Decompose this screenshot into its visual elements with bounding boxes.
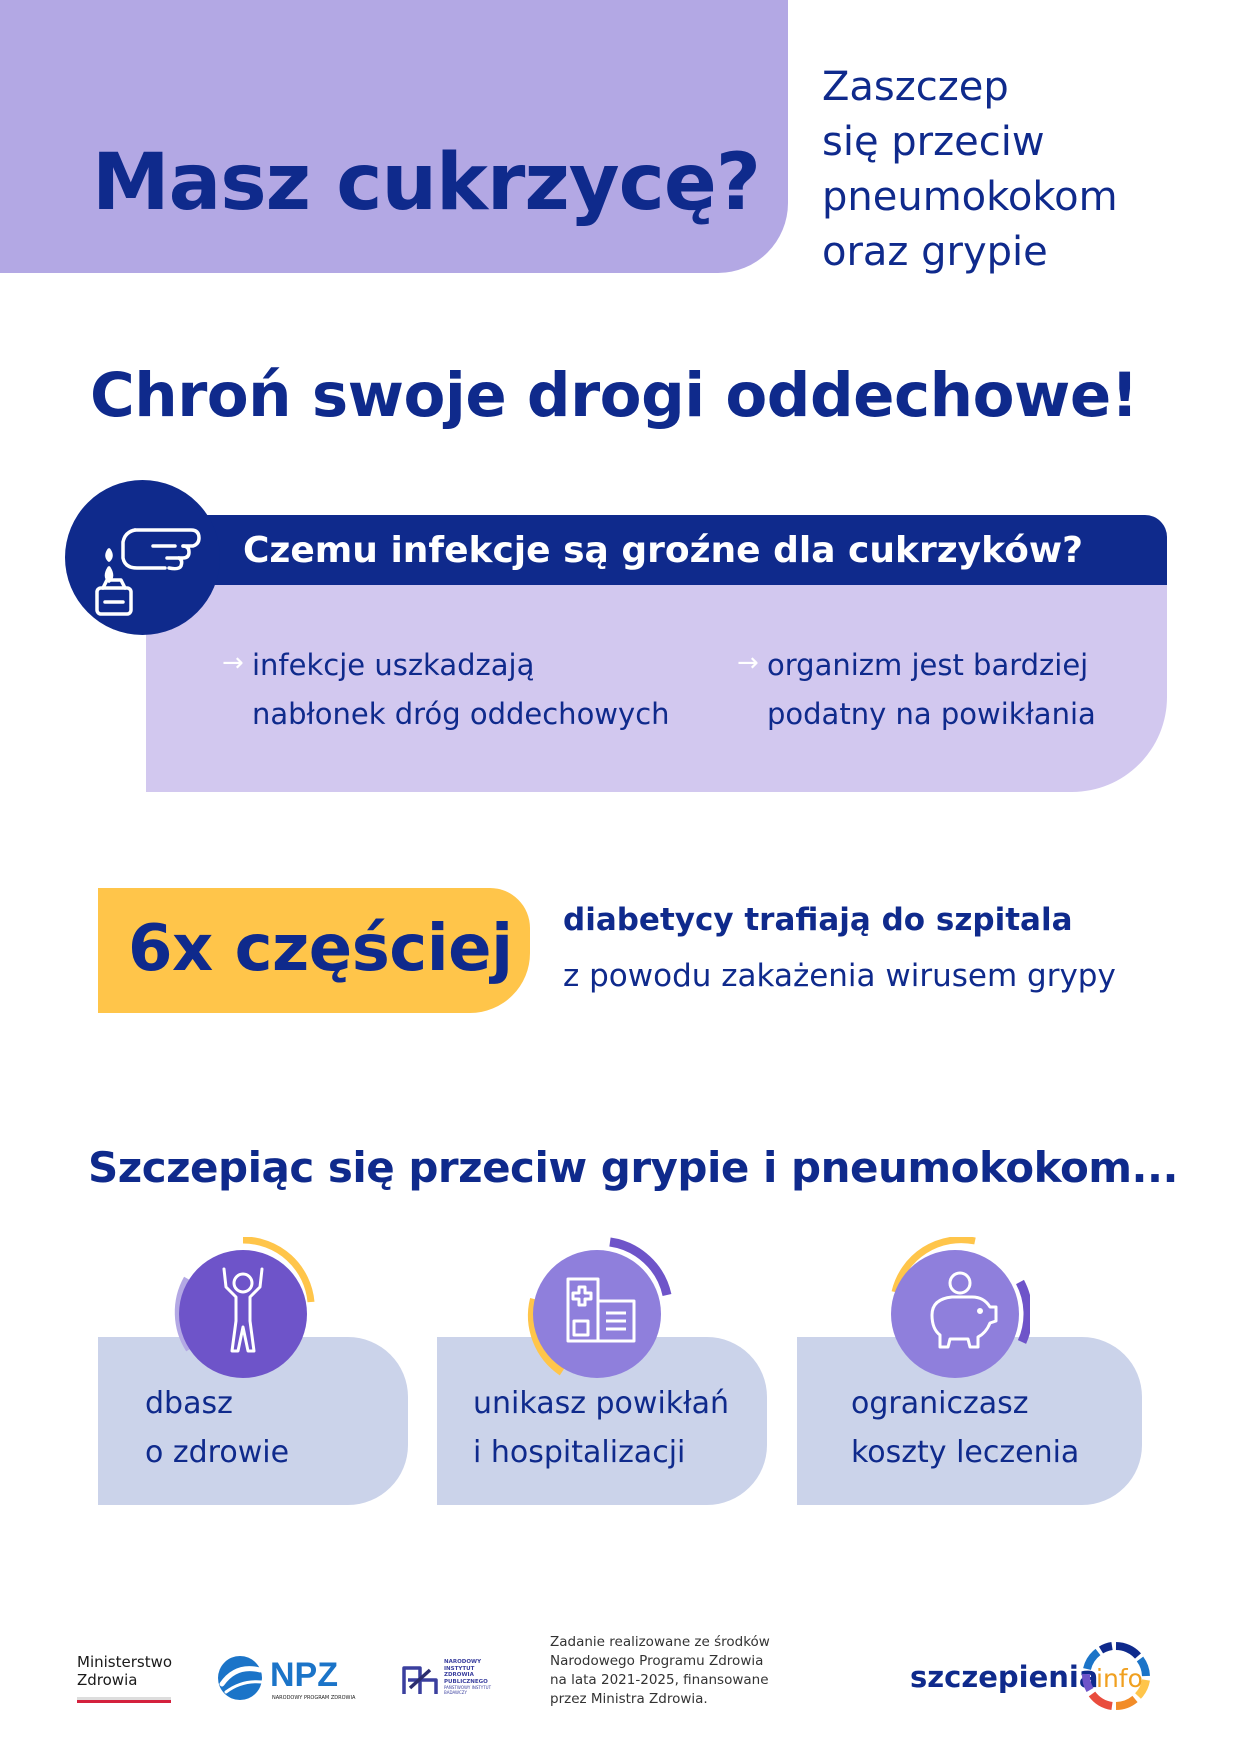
npz-emblem-icon	[216, 1654, 268, 1702]
benefit-text-line: ograniczasz	[851, 1386, 1029, 1421]
person-strong-icon	[168, 1237, 318, 1387]
vaccination-note-line: się przeciw	[822, 119, 1045, 165]
ministry-logo-line: Ministerstwo	[77, 1653, 173, 1671]
subtitle: Chroń swoje drogi oddechowe!	[90, 360, 1139, 431]
glucose-meter-icon	[65, 480, 220, 635]
nizp-subtitle-line: PAŃSTWOWY INSTYTUT	[444, 1685, 492, 1690]
vaccination-note-line: Zaszczep	[822, 64, 1009, 110]
nizp-wordmark-line: INSTYTUT	[444, 1665, 475, 1672]
stat-description: diabetycy trafiają do szpitala	[563, 902, 1073, 938]
ministry-logo-line: Zdrowia	[77, 1671, 138, 1689]
nizp-wordmark	[444, 1659, 491, 1695]
funding-note-line: Zadanie realizowane ze środków	[550, 1634, 770, 1650]
nizp-wordmark-line: NARODOWY	[444, 1659, 482, 1665]
npz-subtitle: NARODOWY PROGRAM ZDROWIA	[272, 1695, 356, 1701]
hospital-icon	[522, 1237, 672, 1387]
infection-reason-line: organizm jest bardziej	[767, 648, 1089, 682]
funding-note-line: przez Ministra Zdrowia.	[550, 1691, 708, 1707]
benefit-text-line: dbasz	[145, 1386, 233, 1421]
benefits-heading: Szczepiąc się przeciw grypie i pneumokokom...	[88, 1143, 1178, 1192]
benefit-text	[851, 1379, 1079, 1477]
infection-card-title: Czemu infekcje są groźne dla cukrzyków?	[243, 530, 1083, 571]
funding-note	[550, 1633, 800, 1709]
stat-description: z powodu zakażenia wirusem grypy	[563, 958, 1116, 994]
benefit-text-line: i hospitalizacji	[473, 1435, 686, 1470]
nizp-wordmark-line: ZDROWIA	[444, 1672, 474, 1678]
benefit-text-line: o zdrowie	[145, 1435, 290, 1470]
infection-reason-line: podatny na powikłania	[767, 697, 1096, 731]
npz-wordmark: NPZ	[270, 1656, 338, 1694]
header-banner	[0, 0, 788, 273]
benefit-text-line: unikasz powikłań	[473, 1386, 730, 1421]
polish-flag-stripe	[77, 1697, 171, 1703]
infection-reason-line: nabłonek dróg oddechowych	[252, 697, 670, 731]
arrow-right-icon: →	[737, 648, 759, 678]
brand-wordmark: szczepienia	[910, 1660, 1099, 1694]
benefit-text	[145, 1379, 289, 1477]
nizp-logo	[400, 1658, 500, 1702]
benefit-text-line: koszty leczenia	[851, 1435, 1080, 1470]
vaccination-note	[822, 60, 1202, 280]
infection-reason	[737, 641, 1096, 739]
nizp-subtitle-line: BADAWCZY	[444, 1690, 467, 1695]
funding-note-line: Narodowego Programu Zdrowia	[550, 1653, 764, 1669]
funding-note-line: na lata 2021-2025, finansowane	[550, 1672, 769, 1688]
page-title: Masz cukrzycę?	[92, 138, 760, 228]
piggy-bank-icon	[880, 1237, 1030, 1387]
npz-logo	[216, 1654, 356, 1702]
nizp-emblem-icon	[400, 1660, 440, 1700]
ministry-logo	[77, 1653, 172, 1689]
brand-suffix: info	[1096, 1664, 1143, 1693]
infection-reason-line: infekcje uszkadzają	[252, 648, 535, 682]
vaccination-note-line: oraz grypie	[822, 229, 1048, 275]
arrow-right-icon: →	[222, 648, 244, 678]
vaccination-note-line: pneumokokom	[822, 174, 1118, 220]
szczepienia-info-logo	[910, 1642, 1170, 1710]
infection-reason	[222, 641, 670, 739]
benefit-text	[473, 1379, 729, 1477]
nizp-wordmark-line: PUBLICZNEGO	[444, 1678, 488, 1685]
stat-value: 6x częściej	[128, 912, 513, 986]
